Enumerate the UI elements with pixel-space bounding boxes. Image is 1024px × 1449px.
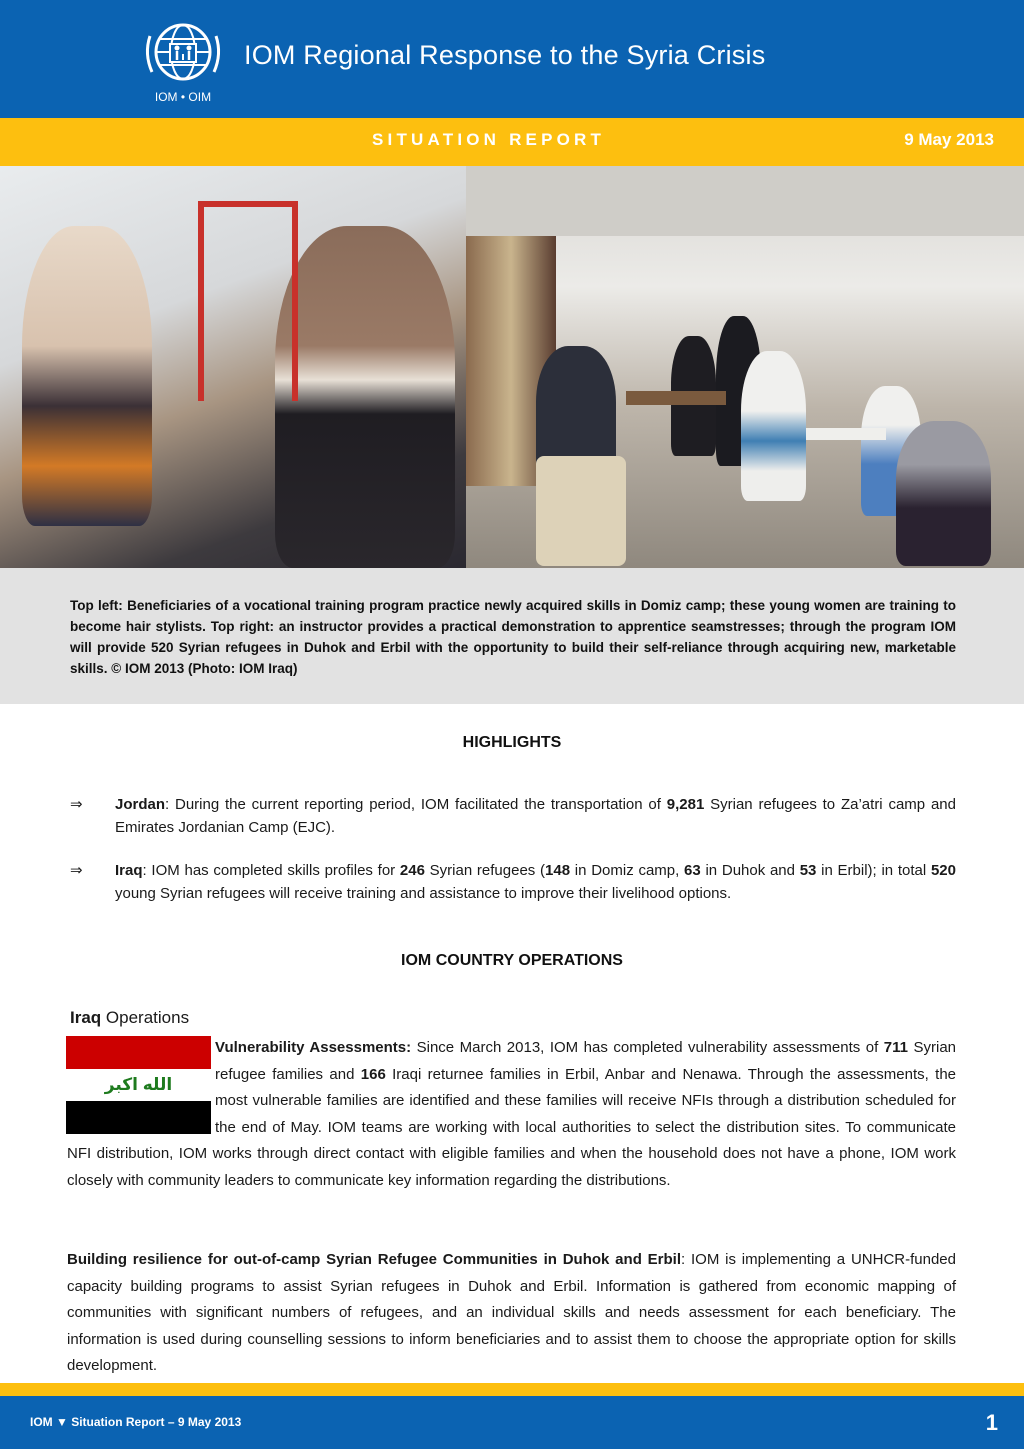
photo-hair-stylists bbox=[0, 166, 466, 568]
heading-rest: Operations bbox=[101, 1008, 190, 1027]
iom-logo bbox=[140, 14, 226, 106]
figure-skills-profiles: 246 bbox=[399, 862, 425, 879]
paragraph-lead: Vulnerability Assessments: bbox=[215, 1039, 412, 1056]
highlight-country: Iraq bbox=[115, 862, 143, 879]
text-run: Syrian refugee families and bbox=[215, 1039, 956, 1083]
page-number: 1 bbox=[985, 1410, 998, 1435]
country-operations-heading: IOM COUNTRY OPERATIONS bbox=[401, 952, 623, 969]
highlight-text bbox=[115, 794, 956, 839]
text-run: : IOM is implementing a UNHCR-funded capacity building programs to assist Syrian refugees in Duhok and Erbil. Information is gathered from economic mapping of communities with significant numbers of refugees, and an individual skills and needs assessment for each beneficiary. The information is used during counselling sessions to inform beneficiaries and to assist them to choose the appropriate option for skills development. bbox=[67, 1251, 956, 1374]
text-run: Since March 2013, IOM has completed vulnerability assessments of bbox=[411, 1039, 884, 1056]
arrow-right-icon: ⇒ bbox=[70, 796, 83, 813]
flag-spacer bbox=[67, 1035, 215, 1135]
report-type-label: SITUATION REPORT bbox=[372, 130, 606, 149]
building-resilience-paragraph bbox=[67, 1247, 956, 1380]
text-run: young Syrian refugees will receive training and assistance to improve their livelihood options. bbox=[115, 884, 732, 902]
figure-syrian-families: 711 bbox=[883, 1039, 908, 1056]
photo-caption: Top left: Beneficiaries of a vocational training program practice newly acquired skills in Domiz camp; these young women are training to become hair stylists. Top right: an instructor provides a practical demonstration to apprentice seamstresses; through the program IOM will provide 520 Syrian refugees in Duhok and Erbil with the opportunity to build their self-reliance through acquiring new, marketable skills. © IOM 2013 (Photo: IOM Iraq) bbox=[70, 598, 956, 676]
paragraph-lead: Building resilience for out-of-camp Syrian Refugee Communities in Duhok and Erbil bbox=[67, 1251, 682, 1268]
text-run: Syrian refugees to Za’atri camp and Emirates Jordanian Camp (EJC). bbox=[115, 796, 956, 836]
figure-domiz: 148 bbox=[545, 862, 571, 879]
text-run: : IOM has completed skills profiles for bbox=[142, 862, 400, 879]
highlight-text bbox=[115, 860, 956, 905]
text-run: in Duhok and bbox=[700, 862, 800, 879]
figure-erbil: 53 bbox=[799, 862, 817, 879]
photo-seamstresses bbox=[466, 166, 1024, 568]
text-run: Iraqi returnee families in Erbil, Anbar and Nenawa. Through the assessments, the most vulnerable families are identified and these families will receive NFIs through a distribution scheduled for the end of May. IOM teams are working with local authorities to select the distribution sites. To communicate NFI distribution, IOM works through direct contact with eligible families and when the household does not have a phone, IOM work closely with community leaders to communicate key information regarding the distributions. bbox=[67, 1065, 957, 1189]
footer-yellow-band bbox=[0, 1383, 1024, 1396]
heading-country: Iraq bbox=[70, 1008, 102, 1027]
figure-total-trainees: 520 bbox=[930, 862, 956, 879]
highlights-heading: HIGHLIGHTS bbox=[462, 734, 562, 751]
report-title: IOM Regional Response to the Syria Crisis bbox=[244, 40, 766, 70]
text-run: in Erbil); in total bbox=[816, 862, 931, 879]
report-date: 9 May 2013 bbox=[904, 130, 994, 149]
text-run: : During the current reporting period, IOM facilitated the transportation of bbox=[165, 796, 667, 813]
text-run: Syrian refugees ( bbox=[424, 862, 546, 879]
highlight-item-jordan bbox=[70, 794, 956, 839]
figure-refugees-transported: 9,281 bbox=[666, 796, 705, 813]
footer-label: IOM ▼ Situation Report – 9 May 2013 bbox=[30, 1415, 242, 1429]
photo-strip bbox=[0, 166, 1024, 568]
text-run: in Domiz camp, bbox=[570, 862, 685, 879]
iraq-operations-heading bbox=[70, 1008, 189, 1028]
figure-iraqi-families: 166 bbox=[360, 1065, 386, 1083]
logo-text: IOM • OIM bbox=[154, 90, 212, 104]
highlight-country: Jordan bbox=[115, 796, 166, 813]
vulnerability-assessments-paragraph bbox=[67, 1035, 956, 1194]
arrow-right-icon: ⇒ bbox=[70, 862, 83, 879]
highlight-item-iraq bbox=[70, 860, 956, 905]
figure-duhok: 63 bbox=[684, 862, 701, 879]
flag-white-band: الله اكبر bbox=[66, 1069, 211, 1101]
